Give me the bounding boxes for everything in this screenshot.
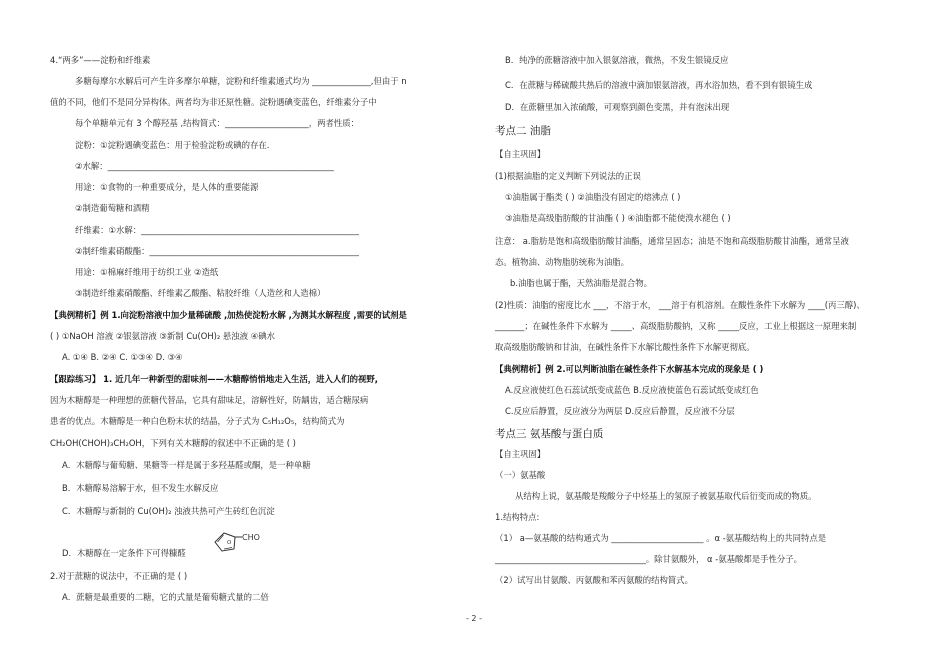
text-line: _______；在碱性条件下水解为 _____、高级脂肪酸钠，又称 _____反应，工业上根据这一原理来制	[495, 321, 857, 331]
choice-c: C．在蔗糖与稀硫酸共热后的溶液中滴加银氨溶液，再水浴加热，看不到有银镜生成	[505, 80, 813, 90]
text-line: CH₂OH(CHOH)₃CH₂OH，下列有关木糖醇的叙述中不正确的是 ( )	[50, 438, 296, 448]
subsection-label: （一）氨基酸	[495, 470, 546, 480]
choice-a: A．蔗糖是最重要的二糖，它的式量是葡萄糖式量的二倍	[62, 592, 269, 602]
text-line: 值的不同，他们不是同分异构体。两者均为非还原性糖。淀粉遇碘变蓝色，纤维素分子中	[50, 97, 377, 107]
section-heading: 考点三 氨基酸与蛋白质	[495, 428, 604, 440]
text-line: 患者的优点。木糖醇是一种白色粉末状的结晶，分子式为 C₅H₁₂O₅，结构简式为	[50, 416, 345, 426]
choices-row: C.反应后静置，反应液分为两层 D.反应后静置，反应液不分层	[505, 406, 735, 416]
section-heading: 4.“两多”——淀粉和纤维素	[50, 55, 151, 65]
note-line: b.油脂也属于酯，天然油脂是混合物。	[510, 278, 652, 288]
subsection-label: 【自主巩固】	[495, 149, 546, 159]
question-options: ( ) ①NaOH 溶液 ②银氨溶液 ③新制 Cu(OH)₂ 悬浊液 ④碘水	[50, 331, 275, 341]
text-line: （2）试写出甘氨酸、丙氨酸和苯丙氨酸的结构简式。	[495, 575, 693, 585]
text-line: 从结构上说，氨基酸是羧酸分子中烃基上的氢原子被氨基取代后衍变而成的物质。	[515, 491, 817, 501]
text-line: ____________________________________。除甘氨酸外， α -氨基酸都是手性分子。	[495, 554, 802, 564]
question-2: 2.对于蔗糖的说法中，不正确的是 ( )	[50, 571, 188, 581]
true-false-row: ③油脂是高级脂肪酸的甘油酯 ( ) ④油脂都不能使溴水褪色 ( )	[505, 213, 731, 223]
text-line: 取高级脂肪酸钠和甘油，在碱性条件下水解比酸性条件下水解更彻底。	[495, 342, 755, 352]
text-line: ②水解：______________________________________________________	[75, 161, 334, 171]
example-question: 【典例精析】例 2.可以判断油脂在碱性条件下水解基本完成的现象是 ( )	[495, 364, 764, 374]
text-line: (1)根据油脂的定义判断下列说法的正误	[495, 171, 641, 181]
choices-row: A.反应液使红色石蕊试纸变成蓝色 B.反应液使蓝色石蕊试纸变成红色	[505, 385, 759, 395]
text-line: ②制造葡萄糖和酒精	[75, 203, 150, 213]
furfural-structure	[210, 528, 266, 556]
true-false-row: ①油脂属于酯类 ( ) ②油脂没有固定的熔沸点 ( )	[505, 192, 681, 202]
text-line: 淀粉：①淀粉遇碘变蓝色：用于检验淀粉或碘的存在.	[75, 140, 270, 150]
subsection-label: 【自主巩固】	[495, 449, 546, 459]
choice-d: D．在蔗糖里加入浓硫酸，可观察到颜色变黑，并有泡沫出现	[505, 102, 730, 112]
note-line: 态。植物油、动物脂肪统称为油脂。	[495, 257, 629, 267]
choice-b: B．木糖醇易溶解于水，但不发生水解反应	[62, 483, 219, 493]
choice-a: A．木糖醇与葡萄糖、果糖等一样是属于多羟基醛或酮，是一种单糖	[62, 460, 311, 470]
text-line: (2)性质：油脂的密度比水 ___，不溶于水， ___溶于有机溶剂。在酸性条件下水解为 ____(丙三醇)、	[495, 300, 865, 310]
text-line: ③制造纤维素硝酸酯、纤维素乙酸酯、粘胶纤维（人造丝和人造棉）	[75, 288, 326, 298]
choice-b: B．纯净的蔗糖溶液中加入银氨溶液，微热，不发生银镜反应	[505, 55, 729, 65]
text-line: 用途：①食物的一种重要成分，是人体的重要能源	[75, 182, 259, 192]
text-line: 纤维素：①水解：____________________________________________________	[75, 225, 359, 235]
text-line: 多糖每摩尔水解后可产生许多摩尔单糖，淀粉和纤维素通式均为 ______________,但由于 n	[75, 76, 407, 86]
answer-choices: A. ①④ B. ②④ C. ①③④ D. ③④	[62, 352, 183, 362]
text-line: 用途：①棉麻纤维用于纺织工业 ②造纸	[75, 267, 219, 277]
text-line: ②制纤维素硝酸酯：__________________________________________________	[75, 246, 359, 256]
example-question: 【典例精析】例 1.向淀粉溶液中加少量稀硫酸 ,加热使淀粉水解 ,为测其水解程度 ,需要的试剂是	[50, 310, 407, 320]
text-line: 1.结构特点:	[495, 512, 540, 522]
text-line: （1） a—氨基酸的结构通式为 ______________________ 。α -氨基酸结构上的共同特点是	[495, 533, 827, 543]
choice-d: D．木糖醇在一定条件下可得糠醛	[62, 548, 186, 558]
svg-text:O: O	[227, 540, 232, 546]
page-number: - 2 -	[466, 614, 482, 623]
furfural-label: CHO	[242, 533, 260, 542]
text-line: 因为木糖醇是一种理想的蔗糖代替品，它具有甜味足，溶解性好，防龋齿，适合糖尿病	[50, 395, 369, 405]
choice-c: C．木糖醇与新制的 Cu(OH)₂ 浊液共热可产生砖红色沉淀	[62, 506, 275, 516]
note-line: 注意： a.脂肪是饱和高级脂肪酸甘油酯，通常呈固态；油是不饱和高级脂肪酸甘油酯，通常呈液	[495, 236, 849, 246]
practice-question: 【跟踪练习】 1. 近几年一种新型的甜味剂——木糖醇悄悄地走入生活，进入人们的视野,	[50, 374, 378, 384]
section-heading: 考点二 油脂	[495, 125, 551, 137]
text-line: 每个单糖单元有 3 个醇羟基 ,结构简式：____________________，两者性质：	[75, 118, 359, 128]
